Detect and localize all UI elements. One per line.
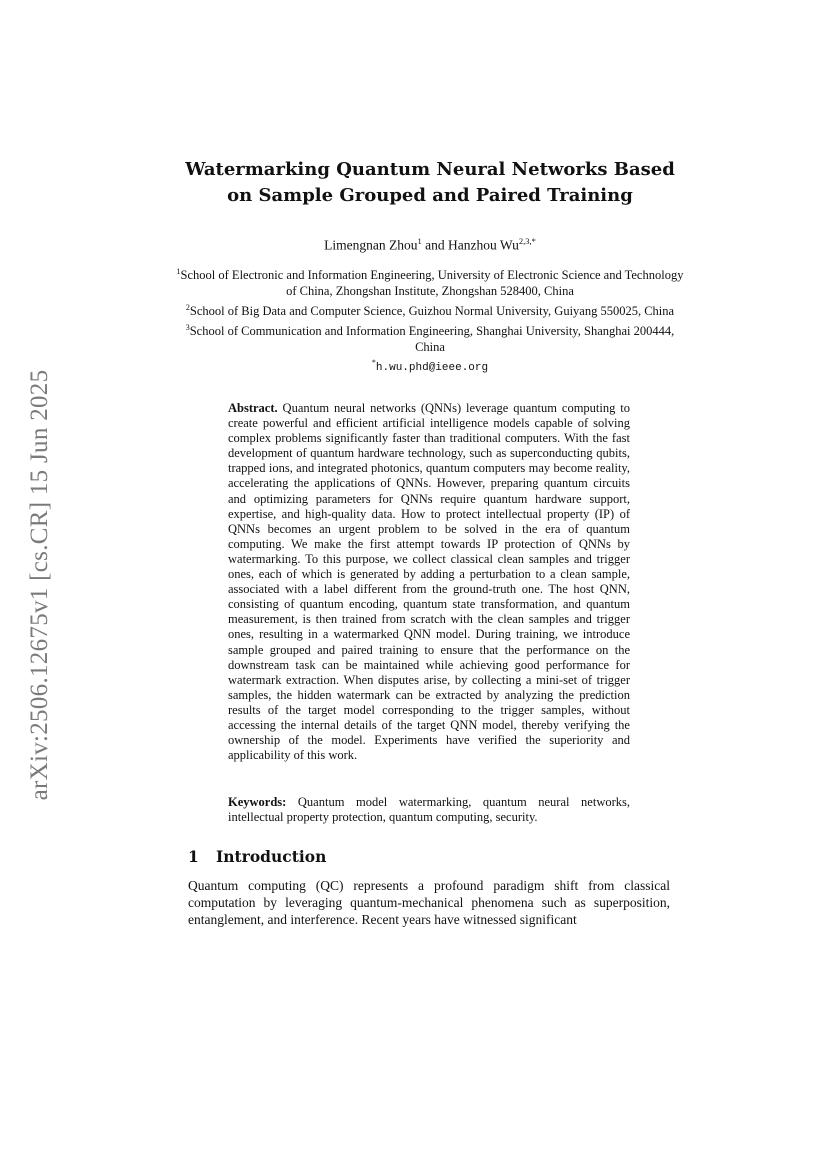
abstract-label: Abstract. bbox=[228, 401, 278, 415]
affiliation-2-text: School of Big Data and Computer Science, Guizhou Normal University, Guiyang 550025, China bbox=[189, 303, 675, 318]
keywords-label: Keywords: bbox=[228, 795, 287, 809]
introduction-paragraph: Quantum computing (QC) represents a profound paradigm shift from classical computation by leveraging quantum-mechanical phenomena such as superposition, entanglement, and interference. Recent years have witnessed significant bbox=[188, 878, 670, 928]
title-line-1: Watermarking Quantum Neural Networks Based bbox=[185, 159, 675, 180]
affiliation-3-text: School of Communication and Information Engineering, Shanghai University, Shanghai 200444, China bbox=[189, 323, 675, 354]
section-number: 1 bbox=[188, 847, 199, 866]
affiliation-1-mark: 1 bbox=[176, 267, 181, 276]
affiliation-2 bbox=[170, 300, 690, 320]
author-line bbox=[150, 236, 710, 254]
affiliation-2-mark: 2 bbox=[185, 302, 190, 312]
arxiv-identifier-text: arXiv:2506.12675v1 [cs.CR] 15 Jun 2025 bbox=[26, 369, 53, 801]
email-mark: * bbox=[371, 358, 376, 368]
author-1-name: Limengnan Zhou bbox=[324, 237, 418, 253]
affiliations-block bbox=[170, 264, 690, 377]
abstract bbox=[228, 401, 630, 763]
affiliation-3-mark: 3 bbox=[185, 322, 190, 332]
author-connector: and bbox=[421, 237, 449, 253]
author-2-name: Hanzhou Wu bbox=[448, 237, 519, 253]
abstract-text: Quantum neural networks (QNNs) leverage quantum computing to create powerful and efficient artificial intelligence models capable of solving complex problems significantly faster than traditional computers. With the fast development of quantum hardware technology, such as superconducting qubits, trapped ions, and integrated photonics, quantum computers may become reality, accelerating the applications of QNNs. However, preparing quantum circuits and optimizing parameters for QNNs require quantum hardware support, expertise, and high-quality data. How to protect intellectual property (IP) of QNNs becomes an urgent problem to be solved in the era of quantum computing. We make the first attempt towards IP protection of QNNs by watermarking. To this purpose, we collect classical clean samples and trigger ones, each of which is generated by adding a perturbation to a clean sample, associated with a label different from the ground-truth one. The host QNN, consisting of quantum encoding, quantum state transformation, and quantum measurement, is then trained from scratch with the clean samples and trigger ones, resulting in a watermarked QNN model. During training, we introduce sample grouped and paired training to ensure that the performance on the downstream task can be maintained while achieving good performance for watermark extraction. When disputes arise, by collecting a mini-set of trigger samples, the hidden watermark can be extracted by analyzing the prediction results of the target model corresponding to the trigger samples, without accessing the internal details of the target QNN model, thereby verifying the ownership of the model. Experiments have verified the superiority and applicability of this work. bbox=[228, 401, 630, 763]
author-2-affiliation-mark: 2,3,* bbox=[518, 236, 536, 246]
affiliation-3 bbox=[170, 320, 690, 356]
affiliation-1 bbox=[170, 264, 690, 300]
affiliation-1-text: School of Electronic and Information Engineering, University of Electronic Science and Technology of China, Zhongshan Institute, Zhongshan 528400, China bbox=[180, 268, 684, 298]
section-title: Introduction bbox=[216, 847, 327, 866]
title-line-2: on Sample Grouped and Paired Training bbox=[227, 185, 633, 206]
email-address: h.wu.phd@ieee.org bbox=[375, 362, 489, 375]
section-heading bbox=[188, 847, 326, 866]
author-1-affiliation-mark: 1 bbox=[417, 236, 422, 246]
keywords bbox=[228, 795, 630, 825]
corresponding-email bbox=[170, 355, 690, 377]
paper-title bbox=[150, 157, 710, 209]
keywords-text: Quantum model watermarking, quantum neural networks, intellectual property protection, quantum computing, security. bbox=[228, 795, 631, 825]
